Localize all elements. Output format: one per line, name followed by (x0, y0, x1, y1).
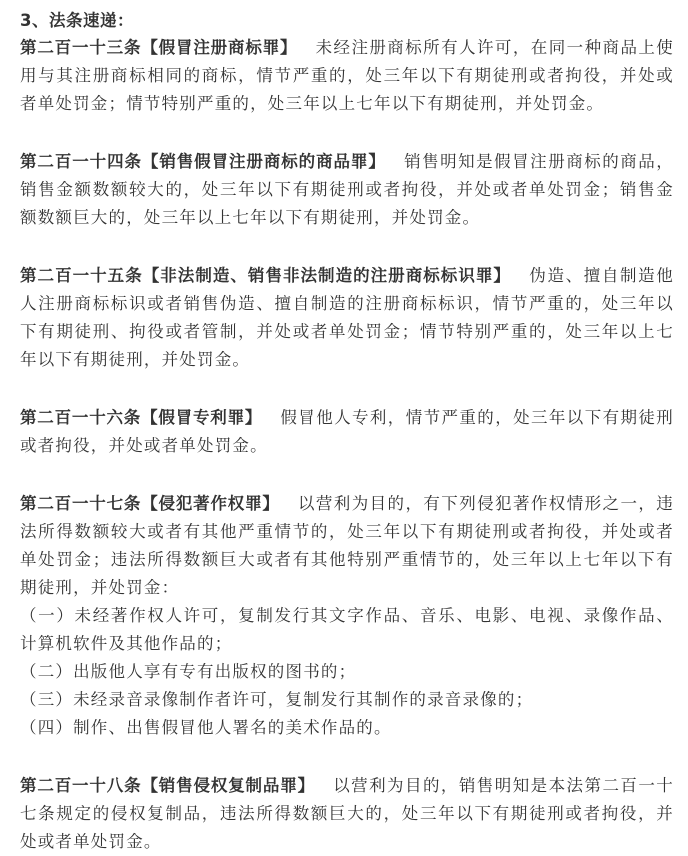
article-214-title: 第二百一十四条【销售假冒注册商标的商品罪】 (20, 152, 386, 171)
article-218-body: 以营利为目的，销售明知是本法第二百一十七条规定的侵权复制品，违法所得数额巨大的，处三年以下有期徒刑或者拘役，并处或者单处罚金。 (20, 776, 674, 851)
article-215-body: 伪造、擅自制造他人注册商标标识或者销售伪造、擅自制造的注册商标标识，情节严重的，处三年以下有期徒刑、拘役或者管制，并处或者单处罚金；情节特别严重的，处三年以上七年以下有期徒刑，并处罚金。 (20, 266, 674, 369)
section-title: 3、法条速递： (20, 11, 134, 30)
article-215 (20, 262, 674, 374)
article-215-title: 第二百一十五条【非法制造、销售非法制造的注册商标标识罪】 (20, 266, 511, 285)
article-217-item-1: （一）未经著作权人许可，复制发行其文字作品、音乐、电影、电视、录像作品、计算机软件及其他作品的； (20, 606, 674, 653)
article-218 (20, 772, 674, 856)
article-216 (20, 404, 674, 460)
article-213 (20, 34, 674, 118)
article-217-body: 以营利为目的，有下列侵犯著作权情形之一，违法所得数额较大或者有其他严重情节的，处三年以下有期徒刑或者拘役，并处或者单处罚金；违法所得数额巨大或者有其他特别严重情节的，处三年以上七年以下有期徒刑，并处罚金： (20, 494, 674, 597)
article-214 (20, 148, 674, 232)
article-213-title: 第二百一十三条【假冒注册商标罪】 (20, 38, 298, 57)
article-216-title: 第二百一十六条【假冒专利罪】 (20, 408, 263, 427)
article-214-body: 销售明知是假冒注册商标的商品，销售金额数额较大的，处三年以下有期徒刑或者拘役，并处或者单处罚金；销售金额数额巨大的，处三年以上七年以下有期徒刑，并处罚金。 (20, 152, 674, 227)
article-217-item-4: （四）制作、出售假冒他人署名的美术作品的。 (20, 718, 392, 737)
article-218-title: 第二百一十八条【销售侵权复制品罪】 (20, 776, 315, 795)
article-216-body: 假冒他人专利，情节严重的，处三年以下有期徒刑或者拘役，并处或者单处罚金。 (20, 408, 674, 455)
article-217 (20, 490, 674, 742)
article-217-item-3: （三）未经录音录像制作者许可，复制发行其制作的录音录像的； (20, 690, 534, 709)
article-213-body: 未经注册商标所有人许可，在同一种商品上使用与其注册商标相同的商标，情节严重的，处三年以下有期徒刑或者拘役，并处或者单处罚金；情节特别严重的，处三年以上七年以下有期徒刑，并处罚金。 (20, 38, 675, 113)
article-217-item-2: （二）出版他人享有专有出版权的图书的； (20, 662, 357, 681)
article-217-title: 第二百一十七条【侵犯著作权罪】 (20, 494, 280, 513)
